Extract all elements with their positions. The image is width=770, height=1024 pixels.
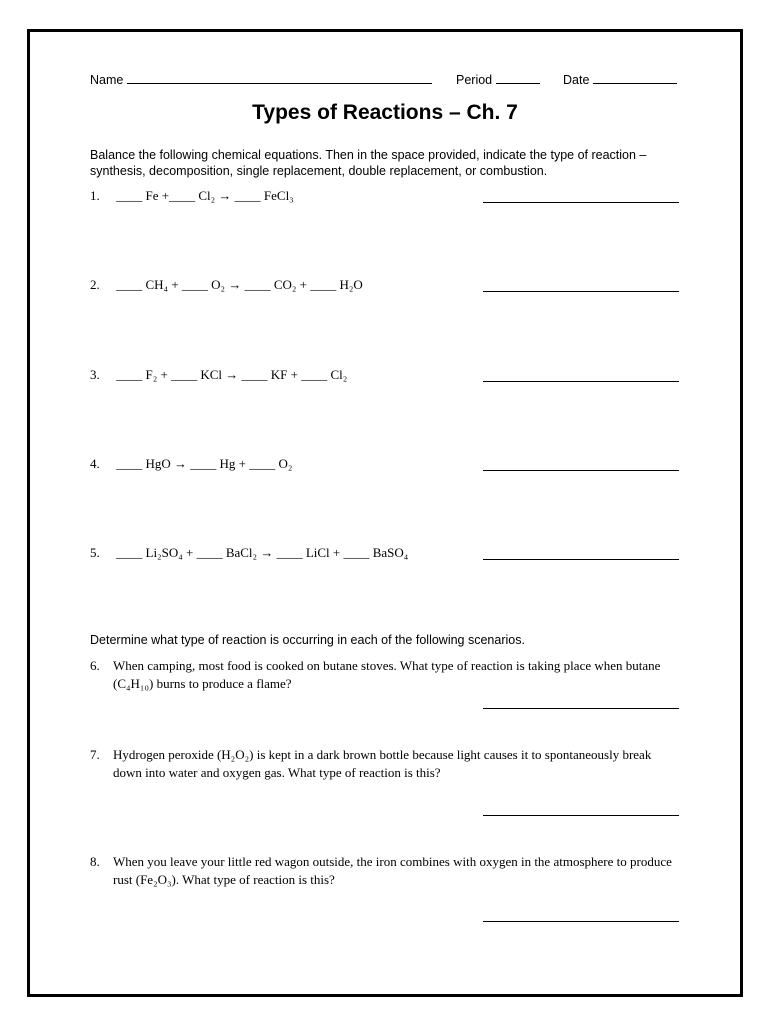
equation-number: 1.	[90, 188, 100, 203]
equation-text: ____ HgO → ____ Hg + ____ O₂	[116, 456, 293, 471]
scenario-item	[90, 853, 682, 893]
scenario-number: 7.	[90, 747, 100, 762]
scenario-text: Hydrogen peroxide (H₂O₂) is kept in a dark brown bottle because light causes it to spontaneously break down into water and oxygen gas. What type of reaction is this?	[113, 747, 652, 780]
period-label: Period	[456, 73, 493, 87]
answer-line[interactable]	[483, 803, 679, 816]
name-label: Name	[90, 73, 124, 87]
scenario-item	[90, 746, 682, 786]
answer-line[interactable]	[483, 547, 679, 560]
scenario-item	[90, 657, 682, 697]
page-title: Types of Reactions – Ch. 7	[252, 101, 518, 124]
equation-row	[90, 188, 294, 204]
equation-row	[90, 456, 292, 472]
scenario-number: 8.	[90, 854, 100, 869]
equation-row	[90, 277, 363, 293]
scenario-text: When camping, most food is cooked on butane stoves. What type of reaction is taking place when butane (C₄H₁₀) burns to produce a flame?	[113, 658, 661, 691]
answer-line[interactable]	[483, 190, 679, 203]
equation-number: 4.	[90, 456, 100, 471]
period-field[interactable]	[456, 71, 540, 87]
answer-line[interactable]	[483, 458, 679, 471]
equation-number: 2.	[90, 277, 100, 292]
equation-row	[90, 367, 347, 383]
equation-text: ____ F₂ + ____ KCl → ____ KF + ____ Cl₂	[116, 367, 348, 382]
period-blank[interactable]	[496, 71, 540, 84]
answer-line[interactable]	[483, 279, 679, 292]
equation-text: ____ Fe +____ Cl₂ → ____ FeCl₃	[116, 188, 294, 203]
equation-text: ____ CH₄ + ____ O₂ → ____ CO₂ + ____ H₂O	[116, 277, 363, 292]
answer-line[interactable]	[483, 369, 679, 382]
date-blank[interactable]	[593, 71, 677, 84]
name-field[interactable]	[90, 71, 432, 87]
answer-line[interactable]	[483, 696, 679, 709]
date-label: Date	[563, 73, 590, 87]
equation-row	[90, 545, 408, 561]
scenario-intro: Determine what type of reaction is occurring in each of the following scenarios.	[90, 633, 525, 647]
date-field[interactable]	[563, 71, 677, 87]
equation-number: 3.	[90, 367, 100, 382]
scenario-number: 6.	[90, 658, 100, 673]
instructions: Balance the following chemical equations. Then in the space provided, indicate the type of reaction – synthesis, decomposition, single replacement, double replacement, or combustion.	[90, 148, 647, 178]
name-blank[interactable]	[127, 71, 432, 84]
equation-number: 5.	[90, 545, 100, 560]
answer-line[interactable]	[483, 909, 679, 922]
equation-text: ____ Li₂SO₄ + ____ BaCl₂ → ____ LiCl + ____ BaSO₄	[116, 545, 409, 560]
scenario-text: When you leave your little red wagon outside, the iron combines with oxygen in the atmosphere to produce rust (Fe₂O₃). What type of reaction is this?	[113, 854, 672, 887]
